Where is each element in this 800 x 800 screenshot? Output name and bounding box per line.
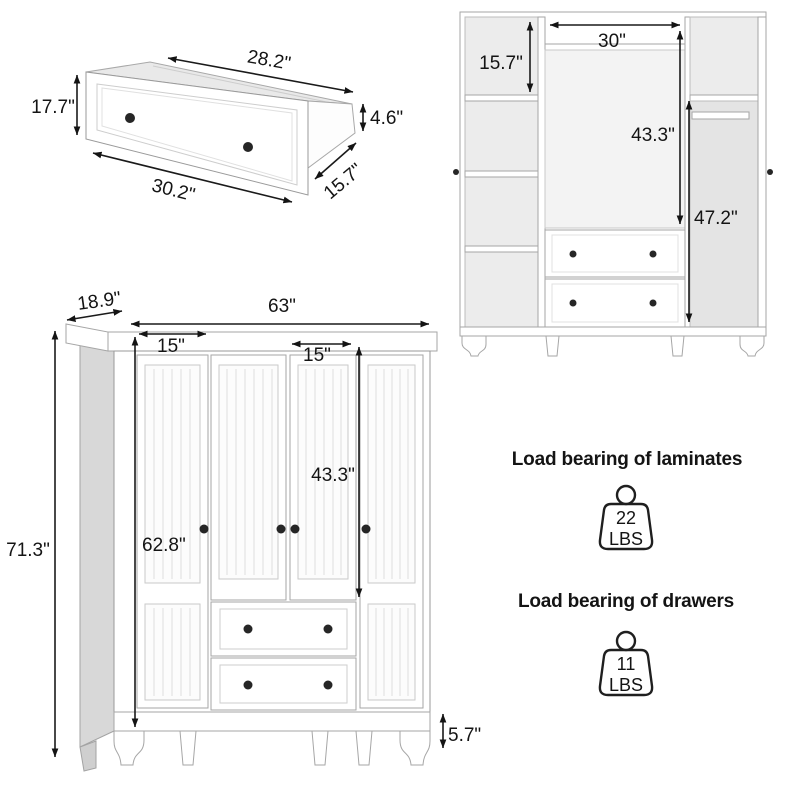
interior-left-shelf-2	[465, 171, 538, 177]
interior-leg	[671, 336, 684, 356]
interior-right-top-compartment	[690, 17, 758, 95]
door-2-panel	[219, 365, 278, 579]
weight-icon-laminates	[600, 486, 652, 549]
interior-drawer-knob	[570, 300, 577, 307]
interior-hinge-pin-right	[767, 169, 773, 175]
interior-drawer-1	[545, 230, 685, 277]
dim-label-side-door-height: 62.8"	[142, 535, 186, 556]
wardrobe-leg	[180, 731, 196, 765]
interior-left-shelf-1	[465, 95, 538, 101]
dim-label-leg-height: 5.7"	[448, 725, 482, 746]
dim-label-middle-door-width: 15"	[303, 345, 331, 366]
interior-base-rail	[460, 327, 766, 336]
interior-drawer-knob	[650, 251, 657, 258]
interior-drawer-knob	[650, 300, 657, 307]
drawer-knob	[324, 681, 333, 690]
door-4-panels	[368, 365, 415, 700]
dim-label-left-door-width: 15"	[157, 336, 185, 357]
wardrobe-leg-cabriole-right	[400, 731, 430, 765]
dim-label-width: 63"	[268, 296, 296, 317]
interior-hinge-pin-left	[453, 169, 459, 175]
wardrobe-cornice-side	[66, 324, 108, 351]
dim-label-total-height: 71.3"	[6, 540, 50, 561]
drawer-knob	[244, 681, 253, 690]
dim-label-depth: 18.9"	[76, 288, 123, 315]
interior-drawer-knob	[570, 251, 577, 258]
wardrobe-drawer-1	[211, 602, 356, 656]
drawer-3d-view	[31, 46, 403, 206]
interior-leg-cabriole-right	[740, 336, 764, 356]
drawers-weight-value: 11	[616, 654, 636, 674]
interior-leg	[546, 336, 559, 356]
drawer-knob	[324, 625, 333, 634]
load-bearing-laminates-title: Load bearing of laminates	[511, 449, 743, 470]
wardrobe-leg	[312, 731, 328, 765]
laminates-weight-unit: LBS	[608, 529, 644, 549]
dim-label-middle-door-height: 43.3"	[311, 465, 355, 486]
dim-label-drawer-top-width: 28.2"	[245, 46, 293, 75]
interior-drawer-2	[545, 279, 685, 327]
interior-left-shelf-3	[465, 246, 538, 252]
dim-label-hanging-height: 43.3"	[631, 125, 675, 146]
dim-label-drawer-side-height: 4.6"	[370, 108, 404, 129]
wardrobe-interior-view	[453, 12, 773, 356]
wardrobe-front-view	[6, 288, 481, 771]
wardrobe-leg	[356, 731, 372, 765]
wardrobe-side-panel	[80, 341, 114, 747]
drawer-side-face	[308, 101, 355, 168]
door-1-panels	[145, 365, 200, 700]
dim-label-drawer-depth: 15.7"	[319, 159, 367, 204]
drawer-knob-left	[125, 113, 135, 123]
drawer-knob	[244, 625, 253, 634]
door-knob	[200, 525, 209, 534]
dim-label-shelf-height: 15.7"	[479, 53, 523, 74]
wardrobe-drawer-2	[211, 658, 356, 710]
door-knob	[277, 525, 286, 534]
interior-right-wall	[758, 17, 766, 327]
interior-leg-cabriole-left	[462, 336, 486, 356]
interior-right-shelf	[690, 95, 758, 101]
laminates-weight-value: 22	[615, 508, 637, 528]
wardrobe-base-rail	[114, 712, 430, 731]
weight-icon-drawers	[600, 632, 652, 695]
load-bearing-drawers-title: Load bearing of drawers	[517, 591, 735, 612]
drawer-knob-right	[243, 142, 253, 152]
load-bearing-section	[512, 449, 742, 695]
wardrobe-leg-cabriole-left	[114, 731, 144, 765]
interior-right-rod	[692, 112, 749, 119]
dim-label-drawer-front-height: 17.7"	[31, 97, 75, 118]
dim-label-open-side-height: 47.2"	[694, 208, 738, 229]
dim-label-drawer-bottom-width: 30.2"	[149, 175, 198, 207]
drawers-weight-unit: LBS	[608, 675, 644, 695]
dim-label-rod-width: 30"	[598, 31, 626, 52]
door-knob	[291, 525, 300, 534]
interior-left-divider	[538, 17, 545, 327]
door-knob	[362, 525, 371, 534]
